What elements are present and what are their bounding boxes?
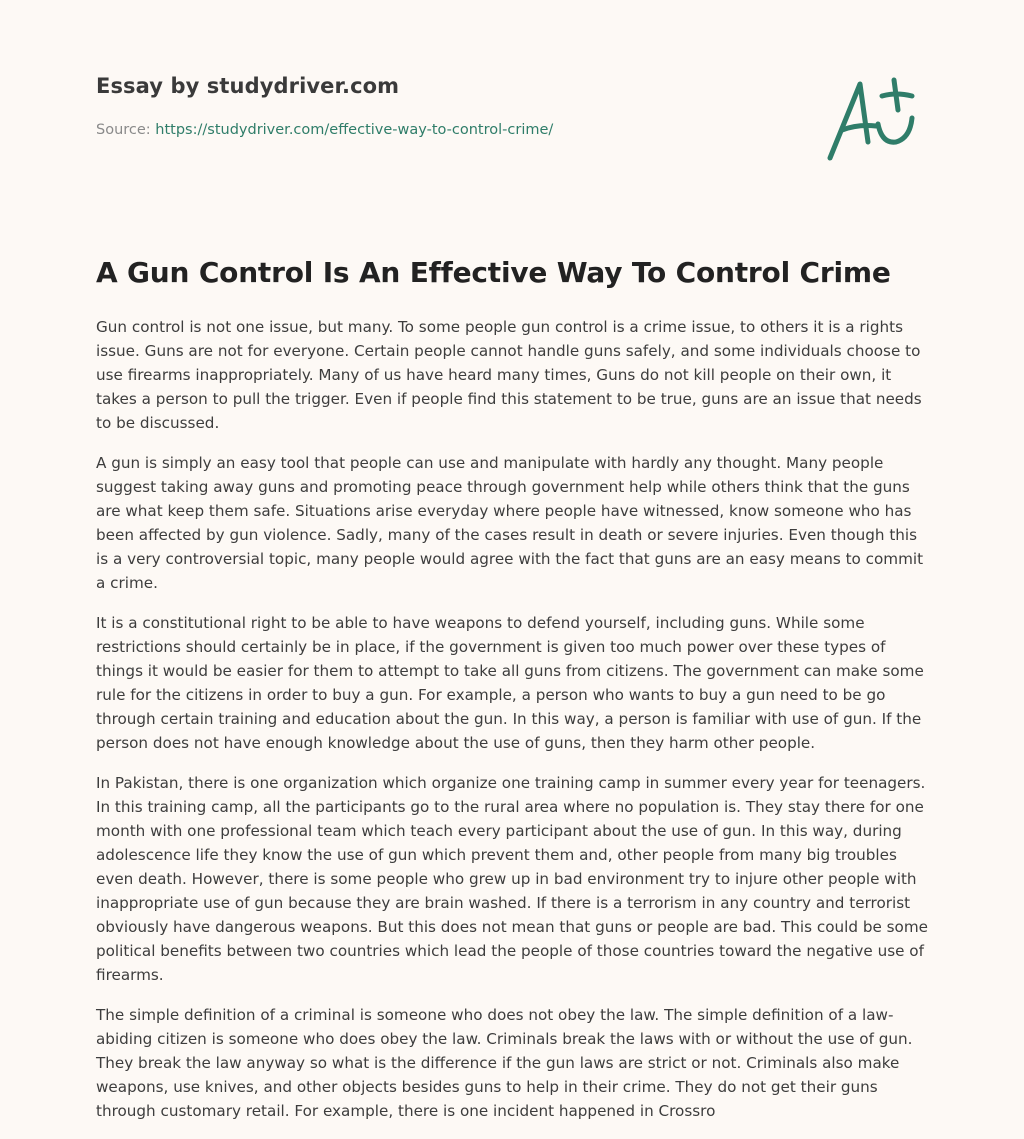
article-title: A Gun Control Is An Effective Way To Control Crime bbox=[96, 256, 891, 289]
source-label: Source: bbox=[96, 122, 151, 138]
essay-header bbox=[96, 74, 928, 138]
a-plus-logo-svg bbox=[820, 66, 930, 166]
a-plus-logo-icon bbox=[820, 66, 930, 166]
source-line bbox=[96, 122, 928, 138]
article-paragraph: In Pakistan, there is one organization which organize one training camp in summer every year for teenagers. In this training camp, all the participants go to the rural area where no population is. They stay there for one month with one professional team which teach every participant about the use of gun. In this way, during adolescence life they know the use of gun which prevent them and, other people from many big troubles even death. However, there is some people who grew up in bad environment try to injure other people with inappropriate use of gun because they are brain washed. If there is a terrorism in any country and terrorist obviously have dangerous weapons. But this does not mean that guns or people are bad. This could be some political benefits between two countries which lead the people of those countries toward the negative use of firearms. bbox=[96, 774, 928, 984]
article-paragraph: The simple definition of a criminal is someone who does not obey the law. The simple definition of a law-abiding citizen is someone who does obey the law. Criminals break the laws with or without the use of gun. They break the law anyway so what is the difference if the gun laws are strict or not. Criminals also make weapons, use knives, and other objects besides guns to help in their crime. They do not get their guns through customary retail. For example, there is one incident happened in Crossro bbox=[96, 1006, 913, 1120]
essay-by-label: Essay by studydriver.com bbox=[96, 74, 400, 98]
article-paragraph: Gun control is not one issue, but many. To some people gun control is a crime issue, to others it is a rights issue. Guns are not for everyone. Certain people cannot handle guns safely, and some individuals choose to use firearms inappropriately. Many of us have heard many times, Guns do not kill people on their own, it takes a person to pull the trigger. Even if people find this statement to be true, guns are an issue that needs to be discussed. bbox=[96, 318, 922, 432]
article-body bbox=[96, 315, 932, 1139]
article-paragraph: A gun is simply an easy tool that people can use and manipulate with hardly any thought. Many people suggest taking away guns and promoting peace through government help while others think that the guns are what keep them safe. Situations arise everyday where people have witnessed, know someone who has been affected by gun violence. Sadly, many of the cases result in death or severe injuries. Even though this is a very controversial topic, many people would agree with the fact that guns are an easy means to commit a crime. bbox=[96, 454, 924, 592]
source-link[interactable]: https://studydriver.com/effective-way-to-control-crime/ bbox=[155, 122, 554, 138]
article-paragraph: It is a constitutional right to be able to have weapons to defend yourself, including guns. While some restrictions should certainly be in place, if the government is given too much power over these types of things it would be easier for them to attempt to take all guns from citizens. The government can make some rule for the citizens in order to buy a gun. For example, a person who wants to buy a gun need to be go through certain training and education about the gun. In this way, a person is familiar with use of gun. If the person does not have enough knowledge about the use of guns, then they harm other people. bbox=[96, 614, 924, 752]
